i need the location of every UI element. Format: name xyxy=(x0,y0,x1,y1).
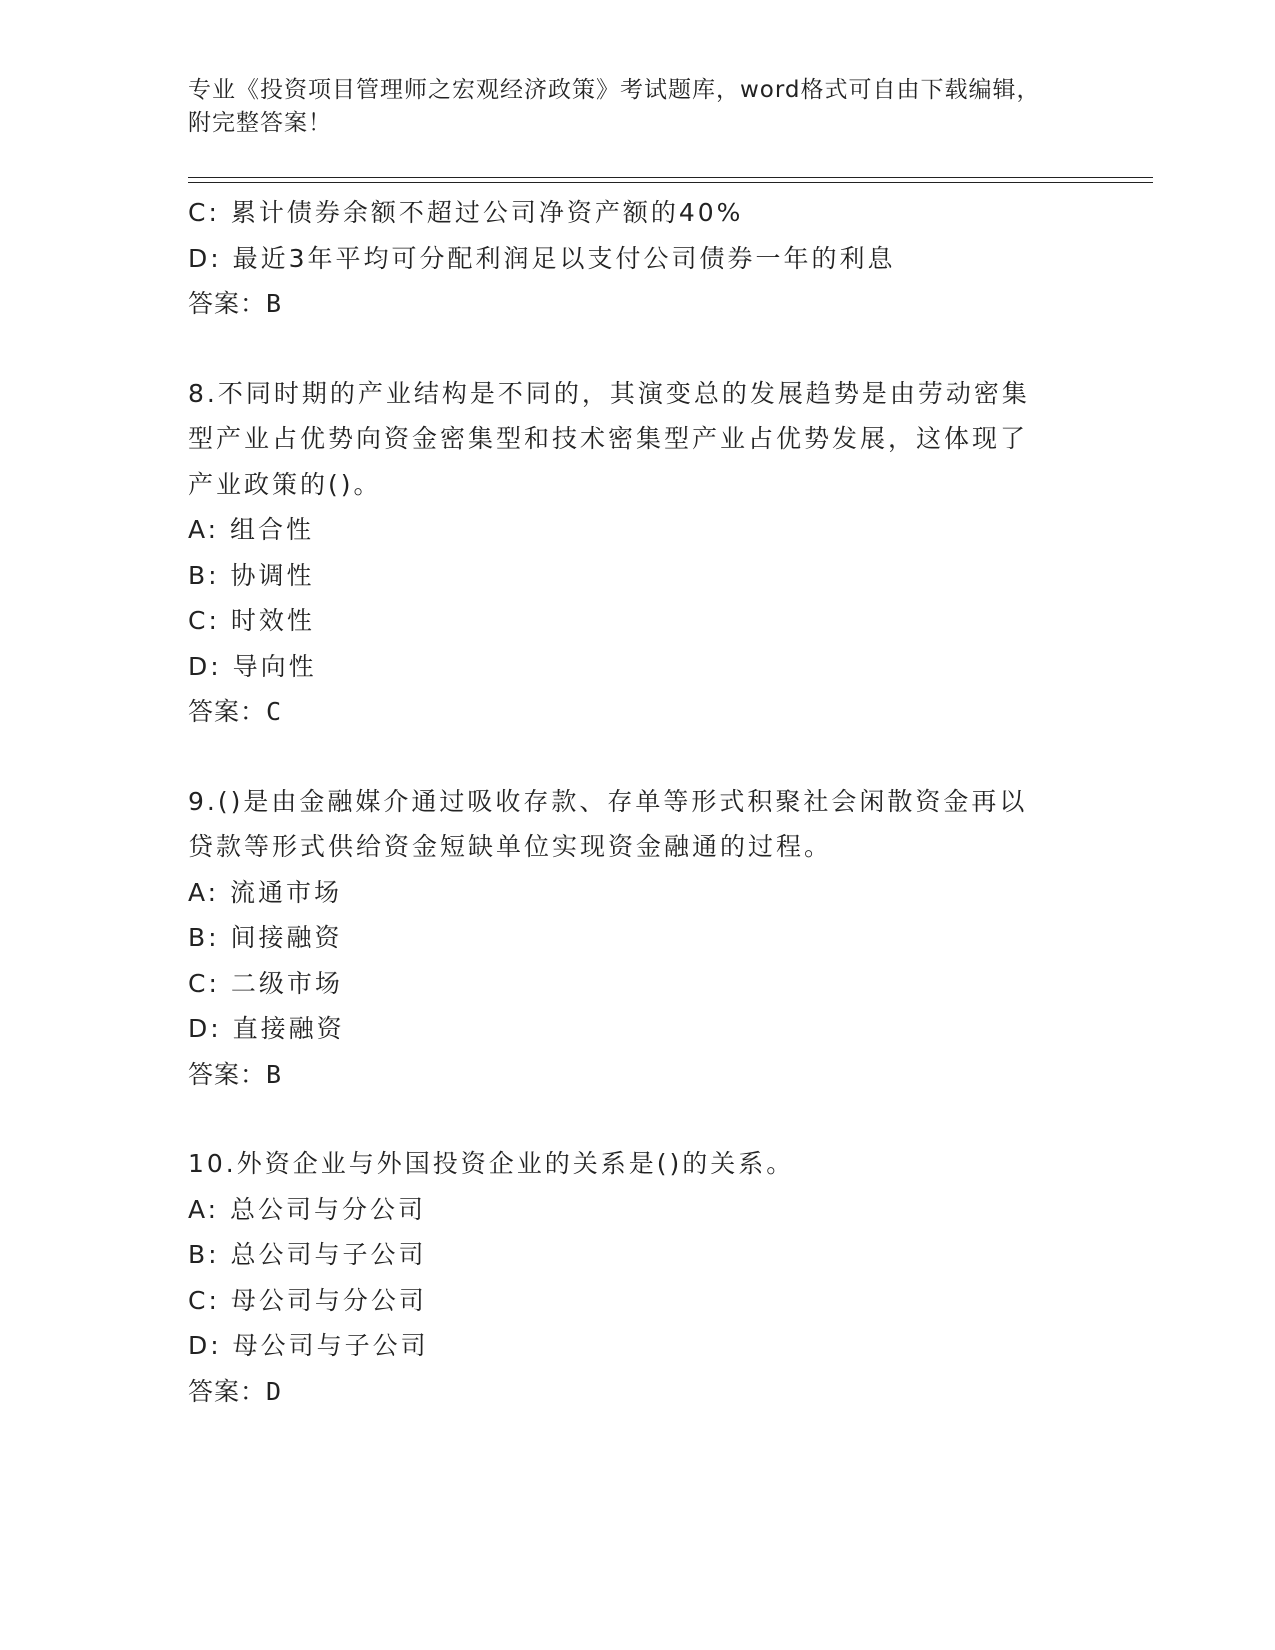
option-c: C: 母公司与分公司 xyxy=(188,1285,427,1315)
header-divider xyxy=(188,177,1153,183)
option-c: C: 二级市场 xyxy=(188,968,343,998)
option-c: C: 时效性 xyxy=(188,606,315,635)
option-b: B: 协调性 xyxy=(188,560,315,590)
option-d: D: 母公司与子公司 xyxy=(188,1331,429,1360)
option-d: D: 最近3年平均可分配利润足以支付公司债券一年的利息 xyxy=(188,243,896,273)
option-a: A: 总公司与分公司 xyxy=(188,1194,427,1224)
question-stem-line: 贷款等形式供给资金短缺单位实现资金融通的过程。 xyxy=(188,832,833,861)
question-10 xyxy=(188,1141,1088,1414)
answer-line: 答案：B xyxy=(188,289,283,318)
question-8 xyxy=(188,371,1088,735)
question-list xyxy=(188,190,1088,1414)
option-b: B: 间接融资 xyxy=(188,923,343,952)
question-stem-line: 9.()是由金融媒介通过吸收存款、存单等形式积聚社会闲散资金再以 xyxy=(188,786,1028,816)
option-b: B: 总公司与子公司 xyxy=(188,1240,427,1269)
option-c: C: 累计债券余额不超过公司净资产额的40% xyxy=(188,198,744,227)
header-line-1: 专业《投资项目管理师之宏观经济政策》考试题库，word格式可自由下载编辑， xyxy=(188,77,1041,103)
answer-line: 答案：B xyxy=(188,1059,283,1089)
option-a: A: 流通市场 xyxy=(188,877,343,907)
question-stem-line: 10.外资企业与外国投资企业的关系是()的关系。 xyxy=(188,1149,795,1178)
option-d: D: 导向性 xyxy=(188,651,317,681)
question-stem-line: 产业政策的()。 xyxy=(188,469,382,499)
question-stem-line: 8.不同时期的产业结构是不同的，其演变总的发展趋势是由劳动密集 xyxy=(188,378,1030,408)
answer-line: 答案：C xyxy=(188,697,283,726)
header-line-2: 附完整答案！ xyxy=(188,110,332,136)
answer-line: 答案：D xyxy=(188,1376,283,1406)
question-stem-line: 型产业占优势向资金密集型和技术密集型产业占优势发展，这体现了 xyxy=(188,424,1029,453)
option-d: D: 直接融资 xyxy=(188,1014,345,1043)
question-9 xyxy=(188,779,1088,1098)
question-7-continued xyxy=(188,190,1088,327)
option-a: A: 组合性 xyxy=(188,515,315,544)
document-header xyxy=(188,74,1088,140)
